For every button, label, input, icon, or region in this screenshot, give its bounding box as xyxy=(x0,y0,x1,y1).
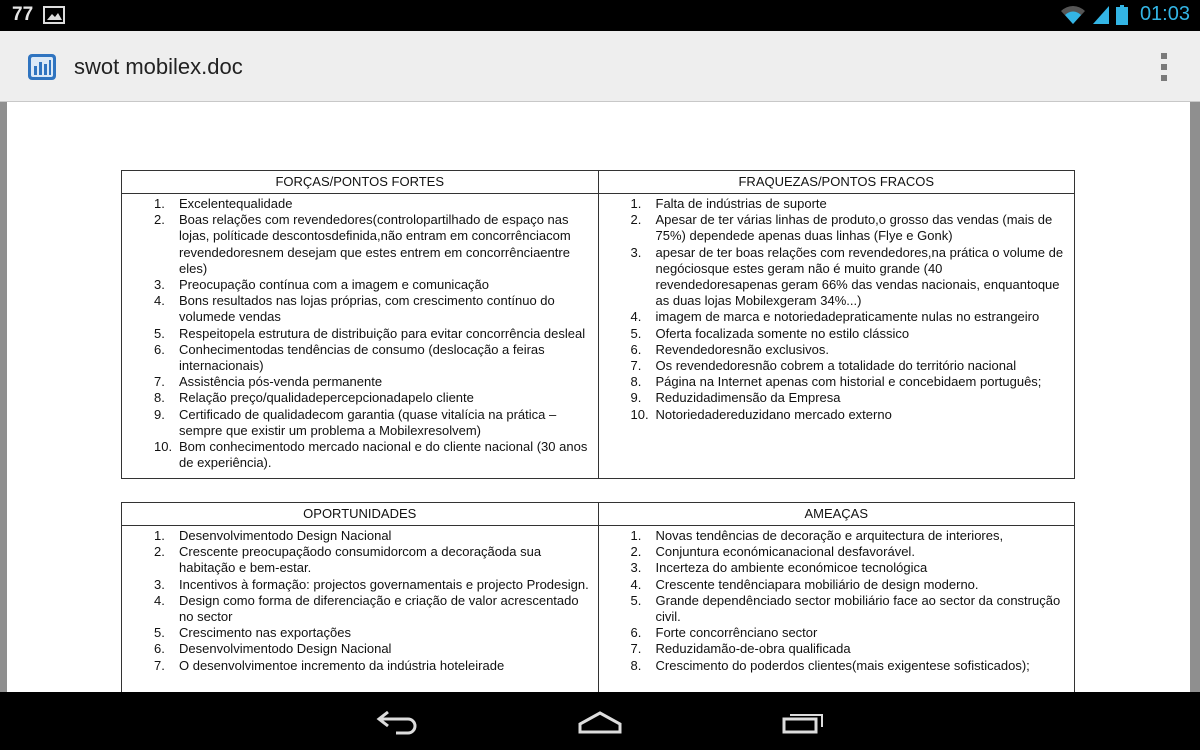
list-item-number: 6. xyxy=(630,341,642,357)
list-item-text: Bom conhecimentodo mercado nacional e do cliente nacional (30 anos de experiência). xyxy=(179,439,588,471)
list-item-text: Os revendedoresnão cobrem a totalidade do território nacional xyxy=(655,358,1017,374)
list-item-number: 8. xyxy=(630,657,642,673)
strengths-list xyxy=(122,194,598,473)
list-item xyxy=(599,593,1067,625)
list-item xyxy=(599,390,1067,406)
status-right xyxy=(1060,3,1190,26)
list-item xyxy=(599,528,1067,544)
list-item-text: Falta de indústrias de suporte xyxy=(655,196,827,211)
strengths-header: FORÇAS/PONTOS FORTES xyxy=(122,171,599,194)
list-item-text: Desenvolvimentodo Design Nacional xyxy=(179,641,392,657)
list-item xyxy=(122,196,590,212)
list-item xyxy=(122,374,590,390)
list-item-text: Boas relações com revendedores(controlopartilhado de espaço nas lojas, políticade descontosdefinida,não entram em concorrênciacom revendedoresnem desejam que estes entrem em concorrênciaentre eles) xyxy=(179,212,571,276)
action-bar xyxy=(0,31,1200,102)
document-title: swot mobilex.doc xyxy=(74,54,243,79)
list-item-number: 1. xyxy=(630,196,642,211)
list-item-text: Incerteza do ambiente económicoe tecnológica xyxy=(655,560,928,576)
list-item-number: 6. xyxy=(154,341,165,357)
list-item-text: Notoriedadereduzidano mercado externo xyxy=(655,406,892,422)
list-item-number: 9. xyxy=(630,390,642,406)
list-item-text: Novas tendências de decoração e arquitectura de interiores, xyxy=(655,528,1004,543)
list-item-number: 2. xyxy=(630,544,642,560)
notification-count[interactable]: 77 xyxy=(12,4,34,25)
list-item-text: Crescimento do poderdos clientes(mais exigentese sofisticados); xyxy=(655,657,1030,673)
list-item-text: Bons resultados nas lojas próprias, com crescimento contínuo do volumede vendas xyxy=(179,293,555,325)
list-item-text: Crescente tendênciapara mobiliário de design moderno. xyxy=(655,576,979,592)
recent-apps-button[interactable] xyxy=(773,702,833,742)
list-item xyxy=(599,342,1067,358)
list-item-text: Design como forma de diferenciação e criação de valor acrescentado no sector xyxy=(179,592,579,625)
gallery-icon[interactable] xyxy=(43,6,65,24)
list-item-number: 7. xyxy=(630,641,642,657)
list-item-number: 2. xyxy=(154,212,165,228)
list-item xyxy=(122,407,590,439)
list-item-number: 1. xyxy=(154,196,165,211)
list-item-text: Preocupação contínua com a imagem e comunicação xyxy=(179,277,490,293)
list-item xyxy=(122,577,590,593)
list-item-text: imagem de marca e notoriedadepraticamente nulas no estrangeiro xyxy=(655,309,1040,325)
list-item xyxy=(599,309,1067,325)
list-item-text: Conhecimentodas tendências de consumo (deslocação a feiras internacionais) xyxy=(179,341,545,374)
list-item-number: 3. xyxy=(154,576,165,592)
list-item xyxy=(122,593,590,625)
threats-header: AMEAÇAS xyxy=(598,503,1075,526)
overflow-menu-icon[interactable] xyxy=(1158,53,1170,81)
list-item-number: 4. xyxy=(154,293,165,309)
signal-icon xyxy=(1092,5,1110,25)
list-item-text: apesar de ter boas relações com revendedores,na prática o volume de negóciosque estes geram não é muito grande (40 revendedoresapenas geram 66% das vendas nacionais, enquantoque as duas lojas Mobilexgeram 34%...) xyxy=(655,244,1064,309)
list-item-number: 5. xyxy=(630,325,642,341)
opportunities-list xyxy=(122,526,598,676)
weaknesses-header: FRAQUEZAS/PONTOS FRACOS xyxy=(598,171,1075,194)
list-item xyxy=(599,658,1067,674)
list-item xyxy=(122,528,590,544)
list-item-number: 3. xyxy=(630,244,642,260)
threats-list xyxy=(599,526,1075,676)
list-item-number: 10. xyxy=(154,439,173,455)
list-item-number: 2. xyxy=(630,212,642,228)
back-button[interactable] xyxy=(368,702,428,742)
list-item-number: 7. xyxy=(154,657,165,673)
list-item-text: O desenvolvimentoe incremento da indústria hoteleirade xyxy=(179,657,505,673)
list-item xyxy=(122,342,590,374)
list-item-number: 2. xyxy=(154,544,165,560)
list-item xyxy=(122,544,590,576)
list-item-number: 7. xyxy=(154,374,165,390)
list-item-number: 1. xyxy=(630,528,642,543)
list-item xyxy=(599,326,1067,342)
list-item xyxy=(122,625,590,641)
list-item-text: Reduzidadimensão da Empresa xyxy=(655,390,841,406)
list-item xyxy=(122,390,590,406)
list-item-number: 5. xyxy=(630,592,642,608)
wifi-icon xyxy=(1060,5,1086,25)
recent-apps-icon xyxy=(781,710,825,734)
list-item xyxy=(599,625,1067,641)
list-item-text: Desenvolvimentodo Design Nacional xyxy=(179,528,392,543)
list-item-number: 10. xyxy=(630,406,649,422)
list-item xyxy=(122,641,590,657)
list-item-text: Oferta focalizada somente no estilo clássico xyxy=(655,325,910,341)
list-item-number: 4. xyxy=(630,309,642,325)
list-item-text: Conjuntura económicanacional desfavorável. xyxy=(655,544,915,560)
list-item-number: 3. xyxy=(630,560,642,576)
list-item xyxy=(599,245,1067,310)
list-item-number: 7. xyxy=(630,358,642,374)
list-item xyxy=(122,277,590,293)
list-item xyxy=(599,212,1067,244)
list-item-text: Apesar de ter várias linhas de produto,o grosso das vendas (mais de 75%) dependede apenas duas linhas (Flye e Gonk) xyxy=(655,212,1053,244)
list-item-number: 6. xyxy=(630,625,642,641)
list-item-number: 1. xyxy=(154,528,165,543)
list-item-number: 3. xyxy=(154,277,165,293)
list-item-number: 8. xyxy=(154,390,165,406)
list-item-text: Grande dependênciado sector mobiliário face ao sector da construção civil. xyxy=(655,592,1061,625)
list-item xyxy=(122,212,590,277)
back-icon xyxy=(376,709,420,735)
clock: 01:03 xyxy=(1139,3,1190,25)
list-item xyxy=(599,196,1067,212)
list-item-text: Reduzidamão-de-obra qualificada xyxy=(655,641,851,657)
list-item-number: 4. xyxy=(630,576,642,592)
list-item-text: Página na Internet apenas com historial e concebidaem português; xyxy=(655,374,1042,390)
home-button[interactable] xyxy=(570,702,630,742)
list-item-number: 9. xyxy=(154,406,165,422)
list-item-text: Revendedoresnão exclusivos. xyxy=(655,341,829,357)
list-item-number: 6. xyxy=(154,641,165,657)
list-item xyxy=(599,560,1067,576)
list-item-text: Incentivos à formação: projectos governamentais e projecto Prodesign. xyxy=(179,576,589,592)
list-item xyxy=(122,326,590,342)
swot-table-top xyxy=(121,170,1075,479)
document-viewer[interactable] xyxy=(0,102,1200,692)
list-item xyxy=(122,293,590,325)
list-item xyxy=(122,439,590,471)
list-item xyxy=(599,577,1067,593)
list-item-number: 5. xyxy=(154,325,165,341)
list-item xyxy=(122,658,590,674)
battery-icon xyxy=(1116,5,1128,25)
list-item-number: 5. xyxy=(154,625,165,641)
list-item xyxy=(599,641,1067,657)
list-item-text: Relação preço/qualidadepercepcionadapelo cliente xyxy=(179,390,474,406)
list-item-number: 4. xyxy=(154,592,165,608)
home-icon xyxy=(577,710,623,734)
list-item-number: 8. xyxy=(630,374,642,390)
list-item-text: Certificado de qualidadecom garantia (quase vitalícia na prática – sempre que existir um problema a Mobilexresolvem) xyxy=(179,406,557,438)
status-bar xyxy=(0,0,1200,31)
weaknesses-list xyxy=(599,194,1075,425)
list-item-text: Crescente preocupaçãodo consumidorcom a decoraçãoda sua habitação e bem-estar. xyxy=(179,544,542,576)
document-app-icon[interactable] xyxy=(26,51,58,83)
swot-table-bottom xyxy=(121,502,1075,692)
list-item xyxy=(599,544,1067,560)
status-left xyxy=(12,4,65,26)
list-item-text: Forte concorrênciano sector xyxy=(655,625,818,641)
list-item-text: Excelentequalidade xyxy=(179,196,293,211)
opportunities-header: OPORTUNIDADES xyxy=(122,503,599,526)
list-item xyxy=(599,407,1067,423)
list-item-text: Crescimento nas exportações xyxy=(179,625,351,641)
navigation-bar xyxy=(0,692,1200,750)
list-item-text: Assistência pós-venda permanente xyxy=(179,374,383,390)
list-item-text: Respeitopela estrutura de distribuição para evitar concorrência desleal xyxy=(179,325,586,341)
document-page xyxy=(7,102,1190,692)
list-item xyxy=(599,374,1067,390)
list-item xyxy=(599,358,1067,374)
